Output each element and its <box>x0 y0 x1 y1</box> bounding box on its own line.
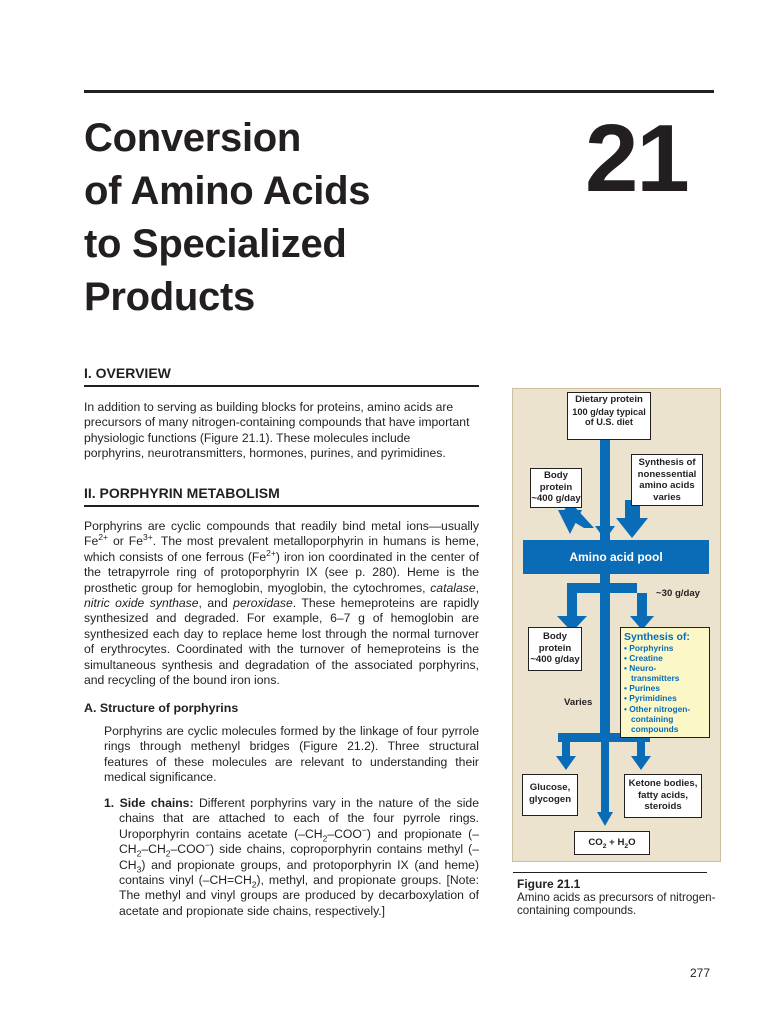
header-rule <box>84 90 714 93</box>
list-item: • Purines <box>624 683 660 694</box>
subscript: 3 <box>136 864 142 875</box>
box-label: Glucose, glycogen <box>528 782 572 805</box>
text-run: , and <box>198 596 234 611</box>
ketone-box <box>624 774 702 818</box>
box-note: 100 g/day typical of U.S. diet <box>572 406 646 427</box>
section-rule <box>84 385 479 387</box>
box-label: Ketone bodies, fatty acids, steroids <box>628 778 698 812</box>
text-run: Porphyrins are cyclic compounds that readily bind metal ions—usually Fe <box>84 519 479 549</box>
glucose-box <box>522 774 578 816</box>
arrowhead <box>597 812 613 826</box>
italic-term: nitric oxide synthase <box>84 596 199 611</box>
amino-acid-pool: Amino acid pool <box>523 540 709 574</box>
item-label: 1. Side chains: <box>104 796 194 810</box>
section-heading-porphyrin: II. PORPHYRIN METABOLISM <box>84 485 280 501</box>
text-run: . The most prevalent metalloporphyrin in humans is heme, which consists of one ferrous (Fe <box>84 534 479 564</box>
synthesis-of-box <box>620 627 710 738</box>
text-run: –COO <box>327 826 362 841</box>
box-label: Synthesis of nonessential amino acids varies <box>637 457 697 503</box>
italic-term: catalase <box>430 580 476 595</box>
box-heading: Synthesis of: <box>624 631 690 643</box>
text-run: O <box>628 837 636 848</box>
text-run: ), methyl, and propionate groups. [Note: The methyl and vinyl groups are produced by decarboxylation of acetate and propionate side chains, respectively.] <box>119 873 479 918</box>
list-item: • Porphyrins <box>624 643 674 653</box>
list-item: compounds <box>631 723 679 734</box>
list-item: • Neuro- <box>624 663 657 674</box>
arrowhead <box>595 526 615 540</box>
body-protein-in-box <box>530 468 582 508</box>
synthesis-nonessential-box <box>631 454 703 506</box>
title-line: Products <box>84 275 255 319</box>
text-line: precursors of many nitrogen-containing compounds that have important <box>84 415 470 430</box>
figure-caption-title: Figure 21.1 <box>517 877 581 891</box>
title-line: to Specialized <box>84 222 347 266</box>
list-item: transmitters <box>631 673 680 684</box>
subscript: 2 <box>165 848 171 859</box>
arrowhead <box>631 756 651 770</box>
box-label: Dietary protein <box>575 394 643 405</box>
section-heading-overview: I. OVERVIEW <box>84 365 171 381</box>
section-rule <box>84 505 479 507</box>
text-run: ) side chains, coproporphyrin contains methyl (–CH <box>119 842 479 872</box>
text-run: . These hemeproteins are rapidly synthesized and degraded. For example, 6–7 g of hemoglobin are synthesized each day to replace heme lost through the normal turnover of erythrocytes. Coordinated with the turnover of hemeproteins is the simultaneous synthesis and degradation of the associated porphyrins, and recycling of the bound iron ions. <box>84 596 479 688</box>
flow-arrow-glucose <box>562 733 570 759</box>
page-number: 277 <box>690 966 711 980</box>
subscript: 2 <box>322 833 328 844</box>
chapter-number: 21 <box>585 105 688 212</box>
text-run: Different porphyrins vary in the nature of the side chains that are attached to each of the four pyrrole rings. Uroporphyrin contains acetate (–CH <box>119 796 479 841</box>
superscript: 2+ <box>266 547 276 558</box>
porphyrin-paragraph <box>84 519 479 688</box>
superscript: 3+ <box>143 532 153 543</box>
italic-term: peroxidase <box>233 596 293 611</box>
superscript: 2+ <box>98 532 108 543</box>
arrowhead <box>556 756 576 770</box>
text-line: porphyrins, neurotransmitters, hormones, purines, and pyrimidines. <box>84 446 446 461</box>
flow-arrow-synthesis-out <box>610 583 654 630</box>
figure-caption-rule <box>513 872 707 873</box>
superscript: − <box>205 840 211 851</box>
text-run: ) and propionate groups, and protoporphyrin IX (and heme) contains vinyl (–CH=CH <box>119 857 479 888</box>
varies-label: Varies <box>564 697 593 708</box>
flow-arrow-body-out <box>557 583 600 632</box>
text-line: physiologic functions (Figure 21.1). These molecules include <box>84 430 411 445</box>
title-line: Conversion <box>84 116 302 160</box>
box-label: Body protein <box>539 470 573 493</box>
box-rate: ~400 g/day <box>530 654 580 665</box>
subscript: 2 <box>251 879 257 890</box>
side-chains-item <box>104 796 479 919</box>
text-run: ) and propionate (–CH <box>119 826 479 857</box>
figure-caption-text: Amino acids as precursors of nitrogen-containing compounds. <box>517 891 716 918</box>
list-item: • Other nitrogen- <box>624 703 691 714</box>
text-run: CO <box>588 837 603 848</box>
subheading-structure: A. Structure of porphyrins <box>84 701 239 715</box>
rate-label: ~30 g/day <box>656 588 700 599</box>
text-line: In addition to serving as building blocks for proteins, amino acids are <box>84 400 454 414</box>
subscript: 2 <box>136 848 142 859</box>
text-run: + H <box>606 837 625 848</box>
list-item: containing <box>631 713 674 724</box>
chapter-title <box>84 112 524 324</box>
structure-paragraph: Porphyrins are cyclic molecules formed by the linkage of four pyrrole rings through methenyl bridges (Figure 21.2). Three structural features of these molecules are relevant to understanding their medical significance. <box>104 724 479 785</box>
body-protein-out-box <box>528 627 582 671</box>
box-label: Body protein <box>538 631 572 654</box>
text-run: –COO <box>170 842 206 857</box>
list-item: • Creatine <box>624 653 663 664</box>
superscript: − <box>361 824 367 835</box>
box-rate: ~400 g/day <box>531 493 581 504</box>
text-run: or Fe <box>107 534 144 549</box>
flow-arrow-co2 <box>601 738 609 814</box>
text-run: –CH <box>141 842 166 857</box>
text-run: , <box>475 580 479 595</box>
co2-h2o-box <box>574 831 650 855</box>
subscript: 2 <box>602 842 607 850</box>
flow-trunk <box>600 574 610 738</box>
subscript: 2 <box>624 842 629 850</box>
text-run: ) iron ion coordinated in the center of the tetrapyrrole ring of protoporphyrin IX (see p. 280). Heme is the prosthetic group for hemoglobin, myoglobin, the cytochromes, <box>84 549 480 595</box>
overview-paragraph <box>84 400 479 462</box>
list-item: • Pyrimidines <box>624 693 677 704</box>
dietary-protein-box <box>567 392 651 440</box>
title-line: of Amino Acids <box>84 169 371 213</box>
